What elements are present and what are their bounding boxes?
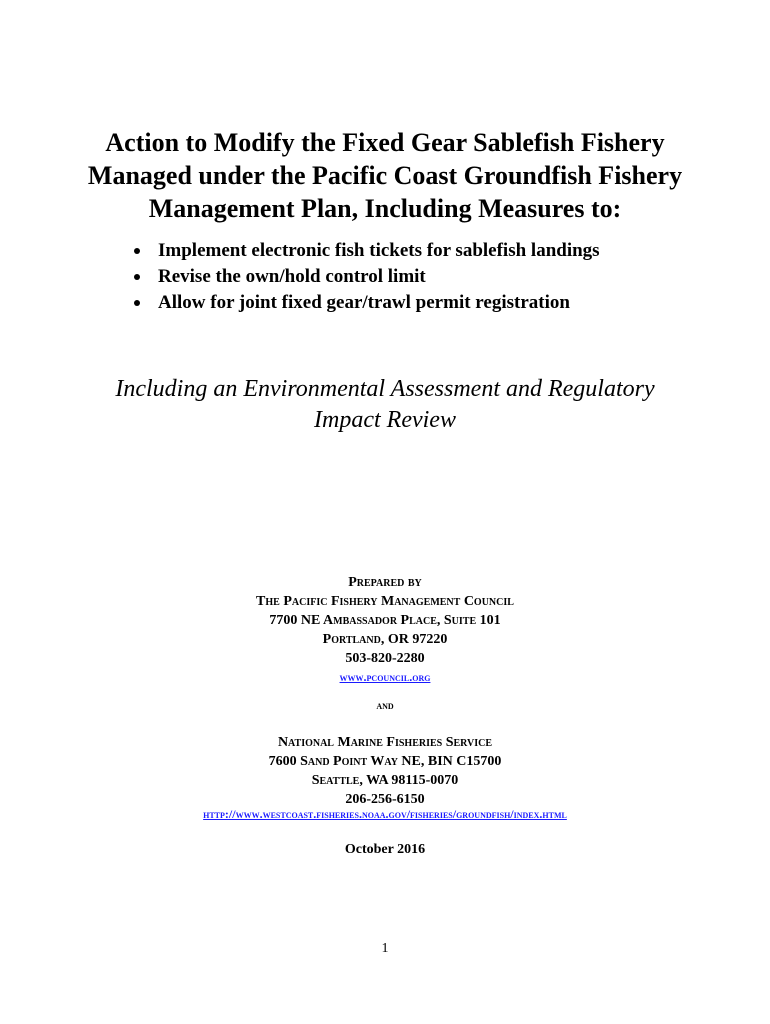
document-date: October 2016 xyxy=(344,842,426,857)
nmfs-block xyxy=(60,733,710,809)
bullet-icon xyxy=(134,300,140,306)
council-website-link[interactable]: www.pcouncil.org xyxy=(339,670,431,684)
council-name: The Pacific Fishery Management Council xyxy=(256,594,514,609)
page-number: 1 xyxy=(381,941,389,956)
list-item-text: Implement electronic fish tickets for sablefish landings xyxy=(158,240,600,261)
bullet-icon xyxy=(134,248,140,254)
list-item-text: Allow for joint fixed gear/trawl permit registration xyxy=(158,292,570,313)
nmfs-website-row xyxy=(20,805,750,823)
prepared-by-label: Prepared by xyxy=(348,575,422,590)
measures-list xyxy=(132,238,600,316)
title-line-3: Management Plan, Including Measures to: xyxy=(148,194,622,223)
nmfs-address-line-1: 7600 Sand Point Way NE, BIN C15700 xyxy=(268,754,502,769)
council-phone: 503-820-2280 xyxy=(345,651,425,666)
list-item-text: Revise the own/hold control limit xyxy=(158,266,426,287)
document-title xyxy=(60,126,710,225)
subtitle-line-2: Impact Review xyxy=(314,407,456,433)
nmfs-name: National Marine Fisheries Service xyxy=(277,735,493,750)
council-address-line-2: Portland, OR 97220 xyxy=(322,632,448,647)
and-separator: and xyxy=(376,700,394,712)
nmfs-address-line-2: Seattle, WA 98115-0070 xyxy=(311,773,459,788)
list-item xyxy=(132,290,600,316)
document-subtitle xyxy=(60,374,710,436)
nmfs-phone: 206-256-6150 xyxy=(345,792,425,807)
nmfs-website-link[interactable]: http://www.westcoast.fisheries.noaa.gov/fisheries/groundfish/index.html xyxy=(203,807,567,821)
council-address-line-1: 7700 NE Ambassador Place, Suite 101 xyxy=(269,613,501,628)
subtitle-line-1: Including an Environmental Assessment and Regulatory xyxy=(115,376,655,402)
list-item xyxy=(132,264,600,290)
prepared-by-block xyxy=(60,573,710,687)
list-item xyxy=(132,238,600,264)
title-line-2: Managed under the Pacific Coast Groundfish Fishery xyxy=(87,161,683,190)
title-line-1: Action to Modify the Fixed Gear Sablefish Fishery xyxy=(105,128,665,157)
bullet-icon xyxy=(134,274,140,280)
